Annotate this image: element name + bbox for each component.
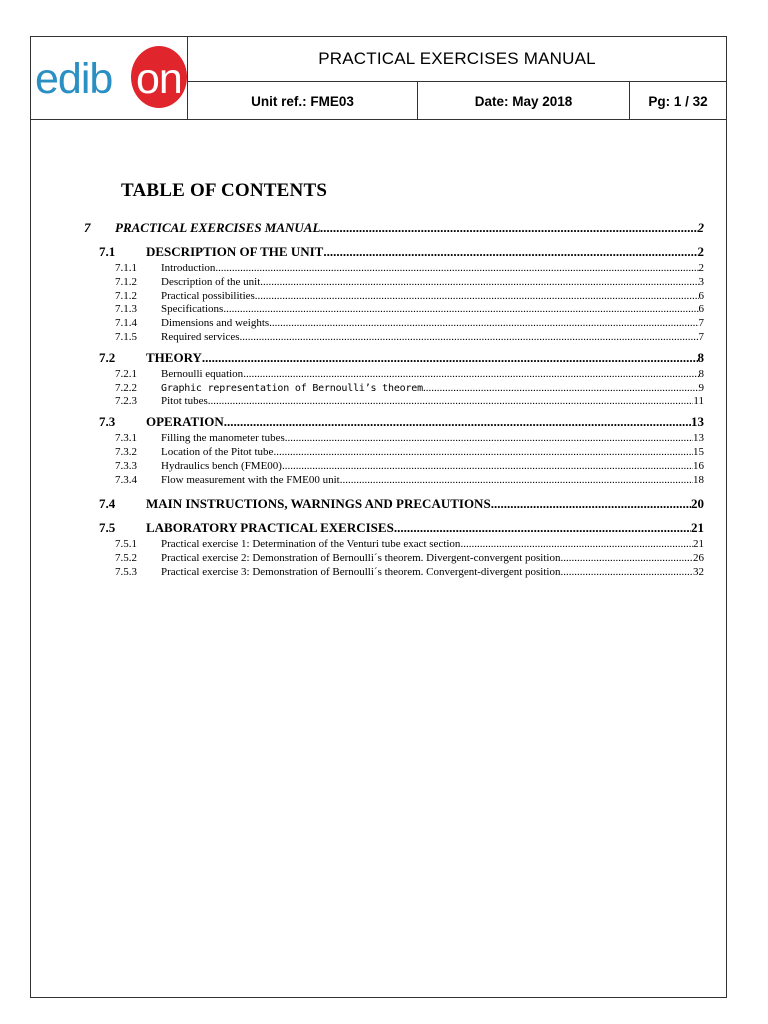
toc-item-label: Practical exercise 3: Demonstration of Bernoulli´s theorem. Convergent-divergent position [161,565,561,578]
toc-leader-dots [240,331,699,345]
toc-item-label: Description of the unit [161,275,261,288]
toc-item-page: 7 [698,317,704,330]
toc-item-number: 7.1.3 [115,303,137,316]
toc-chapter-label: PRACTICAL EXERCISES MANUAL [115,220,321,235]
toc-leader-dots [260,276,698,290]
edibon-logo [35,46,185,112]
logo-text-right: on [136,55,182,103]
toc-item-number: 7.5.2 [115,552,137,565]
toc-item[interactable] [84,566,704,580]
toc-section-label: DESCRIPTION OF THE UNIT [146,244,324,259]
toc-leader-dots [255,290,699,304]
toc-item-number: 7.1.5 [115,330,137,343]
toc-item-page: 6 [698,289,704,302]
document-title: PRACTICAL EXERCISES MANUAL [318,49,596,68]
toc-item-page: 21 [693,538,704,551]
toc-section-number: 7.3 [99,414,116,430]
toc-item-page: 18 [693,473,704,486]
toc-item-page: 13 [693,432,704,445]
toc-item-number: 7.5.3 [115,565,137,578]
toc-section-label: OPERATION [146,414,224,430]
toc-item[interactable] [84,460,704,474]
table-of-contents [84,220,704,580]
toc-item-number: 7.3.1 [115,432,137,445]
toc-leader-dots [340,474,693,488]
toc-leader-dots [224,414,691,430]
toc-item-page: 8 [698,367,704,380]
toc-section-label: MAIN INSTRUCTIONS, WARNINGS AND PRECAUTIONS [146,496,491,512]
toc-chapter-number: 7 [84,220,91,235]
page-number: Pg: 1 / 32 [629,82,726,120]
toc-section-page: 13 [691,414,704,430]
toc-section[interactable] [84,244,704,262]
toc-item-number: 7.1.2 [115,289,137,302]
toc-item-number: 7.2.1 [115,367,137,380]
toc-item-number: 7.1.2 [115,275,137,288]
toc-item-label: Pitot tubes [161,395,208,408]
toc-item[interactable] [84,395,704,409]
toc-item-number: 7.3.2 [115,445,137,458]
toc-item-number: 7.3.3 [115,459,137,472]
toc-item[interactable] [84,552,704,566]
toc-section-page: 20 [691,496,704,512]
toc-item-number: 7.2.3 [115,395,137,408]
toc-leader-dots [208,395,694,409]
toc-item-number: 7.1.1 [115,262,137,274]
toc-item-page: 16 [693,459,704,472]
toc-item[interactable] [84,303,704,317]
toc-item[interactable] [84,276,704,290]
meta-row [187,81,726,120]
toc-item[interactable] [84,368,704,382]
toc-item-page: 2 [698,262,704,274]
toc-item-label: Required services [161,330,240,343]
toc-item-label: Dimensions and weights [161,317,270,330]
toc-section-label: THEORY [146,349,202,365]
toc-leader-dots [460,538,693,552]
toc-section-number: 7.5 [99,520,116,536]
toc-item-label: Filling the manometer tubes [161,432,285,445]
toc-leader-dots [423,382,699,396]
toc-leader-dots [243,368,698,382]
toc-section[interactable] [84,414,704,432]
toc-leader-dots [323,244,697,260]
toc-leader-dots [269,317,698,331]
toc-section-number: 7.2 [99,349,116,365]
document-date: Date: May 2018 [417,82,629,120]
toc-item[interactable] [84,317,704,331]
title-cell [187,37,726,81]
toc-heading: TABLE OF CONTENTS [121,180,328,201]
toc-item-label: Bernoulli equation [161,367,244,380]
toc-item-number: 7.1.4 [115,317,137,330]
toc-chapter-page: 2 [697,220,704,235]
toc-section-label: LABORATORY PRACTICAL EXERCISES [146,520,394,536]
toc-leader-dots [282,460,693,474]
toc-item[interactable] [84,331,704,345]
unit-ref: Unit ref.: FME03 [187,82,417,120]
toc-item-page: 15 [693,445,704,458]
toc-item[interactable] [84,538,704,552]
toc-item-label: Flow measurement with the FME00 unit [161,473,340,486]
toc-item[interactable] [84,446,704,460]
logo-text-left: edib [35,55,113,103]
toc-item-number: 7.5.1 [115,538,137,551]
toc-item-label: Hydraulics bench (FME00) [161,459,282,472]
toc-item-label: Introduction [161,262,216,274]
toc-item-page: 7 [698,330,704,343]
toc-chapter[interactable] [84,220,704,239]
toc-leader-dots [273,446,693,460]
toc-leader-dots [215,262,698,276]
toc-item[interactable] [84,432,704,446]
toc-item-page: 6 [698,303,704,316]
toc-item-label: Practical exercise 2: Demonstration of Bernoulli´s theorem. Divergent-convergent position [161,552,561,565]
toc-section-page: 2 [697,244,704,259]
toc-section-page: 8 [697,349,704,365]
document-header [31,37,726,120]
toc-item-label: Practical exercise 1: Determination of the Venturi tube exact section [161,538,461,551]
toc-leader-dots [394,520,691,536]
toc-section-page: 21 [691,520,704,536]
toc-section[interactable] [84,350,704,368]
toc-item-label: Location of the Pitot tube [161,445,274,458]
toc-item-page: 26 [693,552,704,565]
toc-item[interactable] [84,262,704,276]
toc-item-page: 32 [693,565,704,578]
toc-section-number: 7.1 [99,244,116,259]
toc-leader-dots [320,220,697,236]
toc-item-label: Graphic representation of Bernoulli’s theorem [161,382,423,394]
toc-item-label: Specifications [161,303,224,316]
toc-leader-dots [491,496,691,512]
toc-item-page: 3 [698,275,704,288]
toc-leader-dots [560,566,693,580]
toc-section[interactable] [84,496,704,514]
logo-cell [31,37,187,119]
toc-leader-dots [285,432,693,446]
toc-section-number: 7.4 [99,496,116,512]
toc-item[interactable] [84,382,704,396]
toc-section[interactable] [84,520,704,538]
toc-item[interactable] [84,474,704,488]
toc-item-page: 9 [698,381,704,394]
toc-leader-dots [202,350,698,366]
toc-item-number: 7.2.2 [115,381,137,394]
toc-item[interactable] [84,290,704,304]
toc-item-number: 7.3.4 [115,473,137,486]
toc-item-page: 11 [693,395,704,408]
toc-item-label: Practical possibilities [161,289,255,302]
toc-leader-dots [560,552,693,566]
toc-leader-dots [223,303,698,317]
